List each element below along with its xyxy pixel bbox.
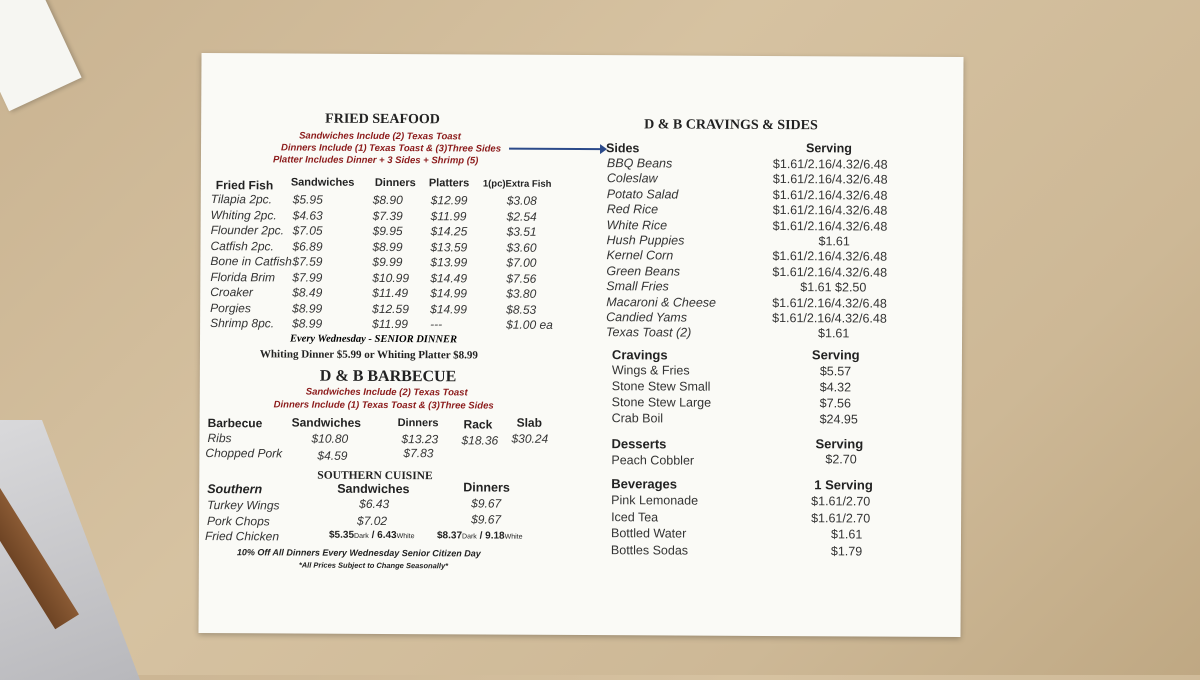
southern-header-name: Southern <box>207 482 263 497</box>
fish-row-price: $11.99 <box>372 316 408 332</box>
southern-porkchops-sandwich: $7.02 <box>357 513 388 528</box>
fish-row-name: Florida Brim <box>210 269 276 284</box>
fish-header-name: Fried Fish <box>215 178 274 193</box>
fish-row-price: $3.08 <box>506 193 537 208</box>
southern-title: SOUTHERN CUISINE <box>317 469 433 483</box>
fish-row-price: $5.95 <box>292 192 323 207</box>
fish-header-dinners: Dinners <box>374 176 416 190</box>
desserts-header: Desserts <box>611 436 667 452</box>
cravings-serving-header: Serving <box>811 347 860 363</box>
fish-row-price: $14.49 <box>430 270 468 285</box>
fish-row-price: --- <box>430 317 443 332</box>
bbq-header-slab: Slab <box>516 415 542 430</box>
dessert-item-name: Peach Cobbler <box>611 453 695 468</box>
fish-row-price: $8.99 <box>292 316 323 331</box>
southern-turkey-sandwich: $6.43 <box>359 496 390 511</box>
fish-row-price: $13.99 <box>430 255 468 270</box>
side-item-name: Small Fries <box>606 279 669 294</box>
seafood-title: FRIED SEAFOOD <box>325 111 440 128</box>
fish-row-price: $7.05 <box>292 223 323 238</box>
fish-row-price: $8.90 <box>372 192 403 208</box>
side-item-price: $1.61/2.16/4.32/6.48 <box>772 187 888 203</box>
side-item-price: $1.61/2.16/4.32/6.48 <box>772 311 887 326</box>
side-item-name: Kernel Corn <box>606 248 674 263</box>
fish-row-price: $9.95 <box>372 223 403 239</box>
bbq-title: D & B BARBECUE <box>319 367 457 386</box>
side-item-name: BBQ Beans <box>606 156 673 171</box>
sides-list <box>202 53 964 57</box>
bbq-header-name: Barbecue <box>207 416 263 431</box>
fish-row-price: $3.80 <box>506 286 537 301</box>
other-paper-corner <box>0 0 82 111</box>
fish-row-price: $14.99 <box>430 301 467 316</box>
cravings-header: Cravings <box>611 347 668 363</box>
fish-row-price: $3.51 <box>506 224 537 239</box>
craving-item-name: Stone Stew Large <box>611 395 712 410</box>
senior-dinner-line2: Whiting Dinner $5.99 or Whiting Platter $8.99 <box>259 348 478 362</box>
side-item-name: Hush Puppies <box>606 233 685 248</box>
fish-row-name: Tilapia 2pc. <box>210 192 273 207</box>
fish-row-price: $13.59 <box>430 239 468 254</box>
southern-header-sandwiches: Sandwiches <box>337 481 410 497</box>
fish-row-name: Shrimp 8pc. <box>210 316 275 331</box>
bbq-note-1: Sandwiches Include (2) Texas Toast <box>305 386 468 399</box>
craving-item-price: $7.56 <box>819 396 852 411</box>
fish-row-name: Flounder 2pc. <box>210 223 285 238</box>
southern-header-dinners: Dinners <box>463 480 510 495</box>
side-item-name: Potato Salad <box>606 186 679 202</box>
craving-item-name: Stone Stew Small <box>611 379 711 394</box>
senior-discount-note: 10% Off All Dinners Every Wednesday Senior Citizen Day <box>236 547 481 559</box>
fish-row-price: $2.54 <box>506 209 537 224</box>
fish-row-name: Bone in Catfish <box>210 254 292 269</box>
beverage-item-price: $1.61/2.70 <box>811 510 871 526</box>
fish-row-price: $10.99 <box>372 270 410 285</box>
menu-sheet <box>198 53 963 637</box>
fish-row-price: $9.99 <box>372 254 403 270</box>
fish-row-name: Whiting 2pc. <box>210 207 277 222</box>
bbq-ribs-rack: $18.36 <box>461 433 499 448</box>
beverage-item-price: $1.61/2.70 <box>811 494 871 509</box>
side-item-price: $1.61/2.16/4.32/6.48 <box>772 264 888 280</box>
fish-row-name: Porgies <box>210 300 251 315</box>
desserts-serving-header: Serving <box>815 436 864 452</box>
fish-row-price: $4.63 <box>292 207 323 223</box>
beverages-list <box>202 53 964 57</box>
beverage-item-price: $1.61 <box>830 527 863 542</box>
side-item-name: Coleslaw <box>606 171 658 186</box>
beverage-item-price: $1.79 <box>830 543 863 558</box>
fish-header-platters: Platters <box>428 177 470 190</box>
side-item-name: Texas Toast (2) <box>606 325 692 340</box>
sides-header: Sides <box>605 141 640 156</box>
beverages-serving-header: 1 Serving <box>814 477 873 493</box>
side-item-name: Red Rice <box>606 202 659 217</box>
craving-item-name: Wings & Fries <box>611 363 690 378</box>
southern-porkchops-name: Pork Chops <box>207 514 270 529</box>
side-item-price: $1.61/2.16/4.32/6.48 <box>772 157 888 172</box>
side-item-price: $1.61/2.16/4.32/6.48 <box>772 203 888 218</box>
bbq-ribs-sandwich: $10.80 <box>311 431 349 446</box>
fish-row-price: $11.49 <box>372 285 409 301</box>
southern-turkey-name: Turkey Wings <box>207 498 280 513</box>
side-item-price: $1.61 $2.50 <box>800 280 867 295</box>
bbq-ribs-dinner: $13.23 <box>401 432 439 447</box>
beverage-item-name: Bottles Sodas <box>610 542 689 558</box>
southern-porkchops-dinner: $9.67 <box>471 512 502 527</box>
bbq-header-sandwiches: Sandwiches <box>291 415 361 430</box>
fish-row-price: $8.99 <box>372 239 403 254</box>
bbq-ribs-name: Ribs <box>207 431 232 446</box>
seafood-note-1: Sandwiches Include (2) Texas Toast <box>299 130 462 143</box>
fish-row-price: $12.99 <box>430 193 468 208</box>
fish-row-price: $12.59 <box>372 301 409 316</box>
fish-row-price: $7.56 <box>506 271 537 286</box>
side-item-price: $1.61/2.16/4.32/6.48 <box>772 172 888 187</box>
seafood-note-3: Platter Includes Dinner + 3 Sides + Shrimp (5) <box>272 154 479 167</box>
bbq-header-rack: Rack <box>463 417 493 432</box>
craving-item-price: $24.95 <box>819 412 858 427</box>
fish-row-price: $14.99 <box>430 286 468 301</box>
bbq-header-dinners: Dinners <box>397 417 439 430</box>
side-item-price: $1.61/2.16/4.32/6.48 <box>772 295 887 311</box>
fish-header-extra: 1(pc)Extra Fish <box>482 178 552 190</box>
beverage-item-name: Iced Tea <box>611 509 659 524</box>
fish-row-price: $8.53 <box>506 302 537 317</box>
craving-item-price: $4.32 <box>819 380 852 395</box>
side-item-price: $1.61/2.16/4.32/6.48 <box>772 218 888 234</box>
fish-row-price: $14.25 <box>430 224 468 239</box>
craving-item-price: $5.57 <box>819 364 852 379</box>
fish-row-price: $11.99 <box>430 208 467 223</box>
side-item-price: $1.61 <box>818 234 850 249</box>
side-item-name: Macaroni & Cheese <box>606 294 717 310</box>
side-item-name: White Rice <box>606 217 668 233</box>
bbq-note-2: Dinners Include (1) Texas Toast & (3)Three Sides <box>273 399 494 412</box>
fried-chicken-dinner-price: $8.37Dark / 9.18White <box>436 530 523 542</box>
bbq-ribs-slab: $30.24 <box>511 431 549 446</box>
price-change-note: *All Prices Subject to Change Seasonally* <box>298 560 449 571</box>
fish-row-price: $3.60 <box>506 240 537 255</box>
bbq-pork-sandwich: $4.59 <box>317 448 348 463</box>
cravings-list <box>202 53 964 57</box>
seafood-note-2: Dinners Include (1) Texas Toast & (3)Three Sides <box>280 142 502 155</box>
sides-serving-header: Serving <box>805 141 852 156</box>
fish-rows <box>202 53 964 57</box>
fried-chicken-name: Fried Chicken <box>204 529 280 544</box>
fish-row-price: $7.99 <box>292 269 323 285</box>
fish-row-price: $1.00 ea <box>506 317 553 332</box>
fish-row-price: $6.89 <box>292 238 323 254</box>
fish-row-price: $7.59 <box>292 254 323 269</box>
beverage-item-name: Bottled Water <box>610 526 687 541</box>
cravings-sides-title: D & B CRAVINGS & SIDES <box>644 117 818 134</box>
bbq-pork-dinner: $7.83 <box>403 446 434 461</box>
craving-item-name: Crab Boil <box>611 411 664 426</box>
fish-row-name: Croaker <box>210 285 253 300</box>
bbq-pork-name: Chopped Pork <box>205 446 283 461</box>
fried-chicken-sandwich-price: $5.35Dark / 6.43White <box>328 529 415 542</box>
side-item-name: Candied Yams <box>606 310 688 325</box>
fish-row-price: $8.99 <box>292 300 323 316</box>
fish-header-sandwiches: Sandwiches <box>290 176 355 189</box>
beverage-item-name: Pink Lemonade <box>611 493 699 508</box>
southern-turkey-dinner: $9.67 <box>471 496 502 511</box>
fish-row-price: $7.00 <box>506 255 537 270</box>
fish-row-price: $7.39 <box>372 208 403 223</box>
arrow-to-sides <box>509 148 601 150</box>
side-item-name: Green Beans <box>606 263 681 279</box>
side-item-price: $1.61/2.16/4.32/6.48 <box>772 249 888 264</box>
dessert-item-price: $2.70 <box>825 452 857 467</box>
fish-row-name: Catfish 2pc. <box>210 238 274 253</box>
senior-dinner-line1: Every Wednesday - SENIOR DINNER <box>289 333 458 346</box>
fish-row-price: $8.49 <box>292 285 323 300</box>
beverages-header: Beverages <box>611 476 678 492</box>
side-item-price: $1.61 <box>818 326 850 341</box>
